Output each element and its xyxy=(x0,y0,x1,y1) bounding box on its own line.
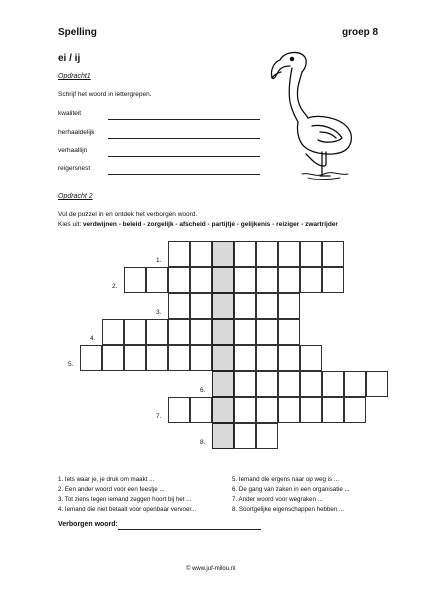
puzzle-cell[interactable] xyxy=(278,371,300,397)
puzzle-cell[interactable] xyxy=(234,293,256,319)
puzzle-cell[interactable] xyxy=(256,293,278,319)
puzzle-cell[interactable] xyxy=(322,371,344,397)
puzzle-cell[interactable] xyxy=(102,319,124,345)
clue-left: 3. Tot ziens tegen iemand zeggen hoort bij het ... xyxy=(58,496,192,503)
puzzle-cell[interactable] xyxy=(124,267,146,293)
hidden-word-cell[interactable] xyxy=(212,241,234,267)
opdracht1-instruction: Schrijf het woord in lettergrepen. xyxy=(58,91,152,98)
puzzle-cell[interactable] xyxy=(190,345,212,371)
puzzle-cell[interactable] xyxy=(234,371,256,397)
clue-left: 1. Iets waar je, je druk om maakt ... xyxy=(58,476,155,483)
word-label: reigersnest xyxy=(58,165,91,172)
hidden-word-cell[interactable] xyxy=(212,293,234,319)
kies-label: Kies uit: xyxy=(58,221,82,228)
subject-title: Spelling xyxy=(58,27,97,38)
puzzle-cell[interactable] xyxy=(300,371,322,397)
puzzle-cell[interactable] xyxy=(278,397,300,423)
puzzle-cell[interactable] xyxy=(234,267,256,293)
puzzle-cell[interactable] xyxy=(300,397,322,423)
kies-uit-line xyxy=(58,221,338,228)
puzzle-cell[interactable] xyxy=(278,241,300,267)
puzzle-cell[interactable] xyxy=(124,345,146,371)
clue-right: 7. Ander woord voor wegraken ... xyxy=(232,496,323,503)
opdracht1-title: Opdracht1 xyxy=(58,73,91,80)
puzzle-cell[interactable] xyxy=(146,345,168,371)
puzzle-cell[interactable] xyxy=(322,267,344,293)
row-number: 7. xyxy=(156,413,162,420)
puzzle-cell[interactable] xyxy=(366,371,388,397)
puzzle-cell[interactable] xyxy=(124,319,146,345)
flamingo-illustration xyxy=(262,48,372,188)
clue-right: 6. De gang van zaken in een organisatie ... xyxy=(232,486,350,493)
row-number: 3. xyxy=(156,309,162,316)
puzzle-cell[interactable] xyxy=(190,241,212,267)
footer-credit: © www.juf-milou.nl xyxy=(186,566,236,572)
puzzle-cell[interactable] xyxy=(168,293,190,319)
puzzle-cell[interactable] xyxy=(234,241,256,267)
word-label: kwaliteit xyxy=(58,110,82,117)
opdracht2-title: Opdracht 2 xyxy=(58,193,93,200)
puzzle-cell[interactable] xyxy=(300,241,322,267)
row-number: 2. xyxy=(112,283,118,290)
row-number: 8. xyxy=(200,439,206,446)
puzzle-cell[interactable] xyxy=(168,397,190,423)
puzzle-cell[interactable] xyxy=(190,397,212,423)
clue-right: 5. Iemand die ergens naar op weg is ... xyxy=(232,476,339,483)
puzzle-cell[interactable] xyxy=(168,267,190,293)
puzzle-cell[interactable] xyxy=(234,319,256,345)
puzzle-cell[interactable] xyxy=(322,241,344,267)
hidden-word-cell[interactable] xyxy=(212,423,234,449)
hidden-word-cell[interactable] xyxy=(212,397,234,423)
row-number: 1. xyxy=(156,257,162,264)
kies-words: verdwijnen - beleid - zorgelijk - afscheid - partijtje - gelijkenis - reiziger - zwartrijder xyxy=(82,221,338,228)
row-number: 6. xyxy=(200,387,206,394)
puzzle-cell[interactable] xyxy=(256,345,278,371)
puzzle-cell[interactable] xyxy=(168,241,190,267)
puzzle-cell[interactable] xyxy=(278,267,300,293)
clue-right: 8. Soortgelijke eigenschappen hebben ... xyxy=(232,506,345,513)
puzzle-cell[interactable] xyxy=(234,423,256,449)
hidden-word-cell[interactable] xyxy=(212,267,234,293)
puzzle-cell[interactable] xyxy=(278,319,300,345)
puzzle-cell[interactable] xyxy=(234,345,256,371)
hidden-word-line[interactable] xyxy=(118,529,261,530)
puzzle-cell[interactable] xyxy=(190,267,212,293)
answer-line[interactable] xyxy=(108,138,260,139)
hidden-word-label: Verborgen woord: xyxy=(58,521,118,528)
answer-line[interactable] xyxy=(108,174,260,175)
hidden-word-cell[interactable] xyxy=(212,345,234,371)
hidden-word-cell[interactable] xyxy=(212,319,234,345)
puzzle-cell[interactable] xyxy=(190,319,212,345)
topic-title: ei / ij xyxy=(58,53,81,64)
puzzle-cell[interactable] xyxy=(256,267,278,293)
puzzle-cell[interactable] xyxy=(344,397,366,423)
puzzle-cell[interactable] xyxy=(168,345,190,371)
group-label: groep 8 xyxy=(342,27,379,38)
puzzle-cell[interactable] xyxy=(190,293,212,319)
puzzle-cell[interactable] xyxy=(278,345,300,371)
puzzle-cell[interactable] xyxy=(146,267,168,293)
puzzle-cell[interactable] xyxy=(256,371,278,397)
clue-left: 2. Een ander woord voor een feestje ... xyxy=(58,486,165,493)
puzzle-cell[interactable] xyxy=(278,293,300,319)
puzzle-cell[interactable] xyxy=(146,319,168,345)
puzzle-cell[interactable] xyxy=(322,397,344,423)
row-number: 4. xyxy=(90,335,96,342)
puzzle-cell[interactable] xyxy=(234,397,256,423)
word-label: verhaallijn xyxy=(58,147,88,154)
puzzle-cell[interactable] xyxy=(256,423,278,449)
word-label: herhaaldelijk xyxy=(58,129,95,136)
puzzle-cell[interactable] xyxy=(344,371,366,397)
puzzle-cell[interactable] xyxy=(168,319,190,345)
puzzle-cell[interactable] xyxy=(256,397,278,423)
puzzle-cell[interactable] xyxy=(256,319,278,345)
puzzle-cell[interactable] xyxy=(256,241,278,267)
hidden-word-cell[interactable] xyxy=(212,371,234,397)
puzzle-cell[interactable] xyxy=(102,345,124,371)
puzzle-cell[interactable] xyxy=(80,345,102,371)
row-number: 5. xyxy=(68,361,74,368)
answer-line[interactable] xyxy=(108,119,260,120)
puzzle-cell[interactable] xyxy=(300,345,322,371)
clue-left: 4. Iemand die niet betaalt voor openbaar vervoer... xyxy=(58,506,197,513)
opdracht2-instruction: Vul de puzzel in en ontdek het verborgen woord. xyxy=(58,211,198,218)
answer-line[interactable] xyxy=(108,156,260,157)
puzzle-cell[interactable] xyxy=(300,267,322,293)
